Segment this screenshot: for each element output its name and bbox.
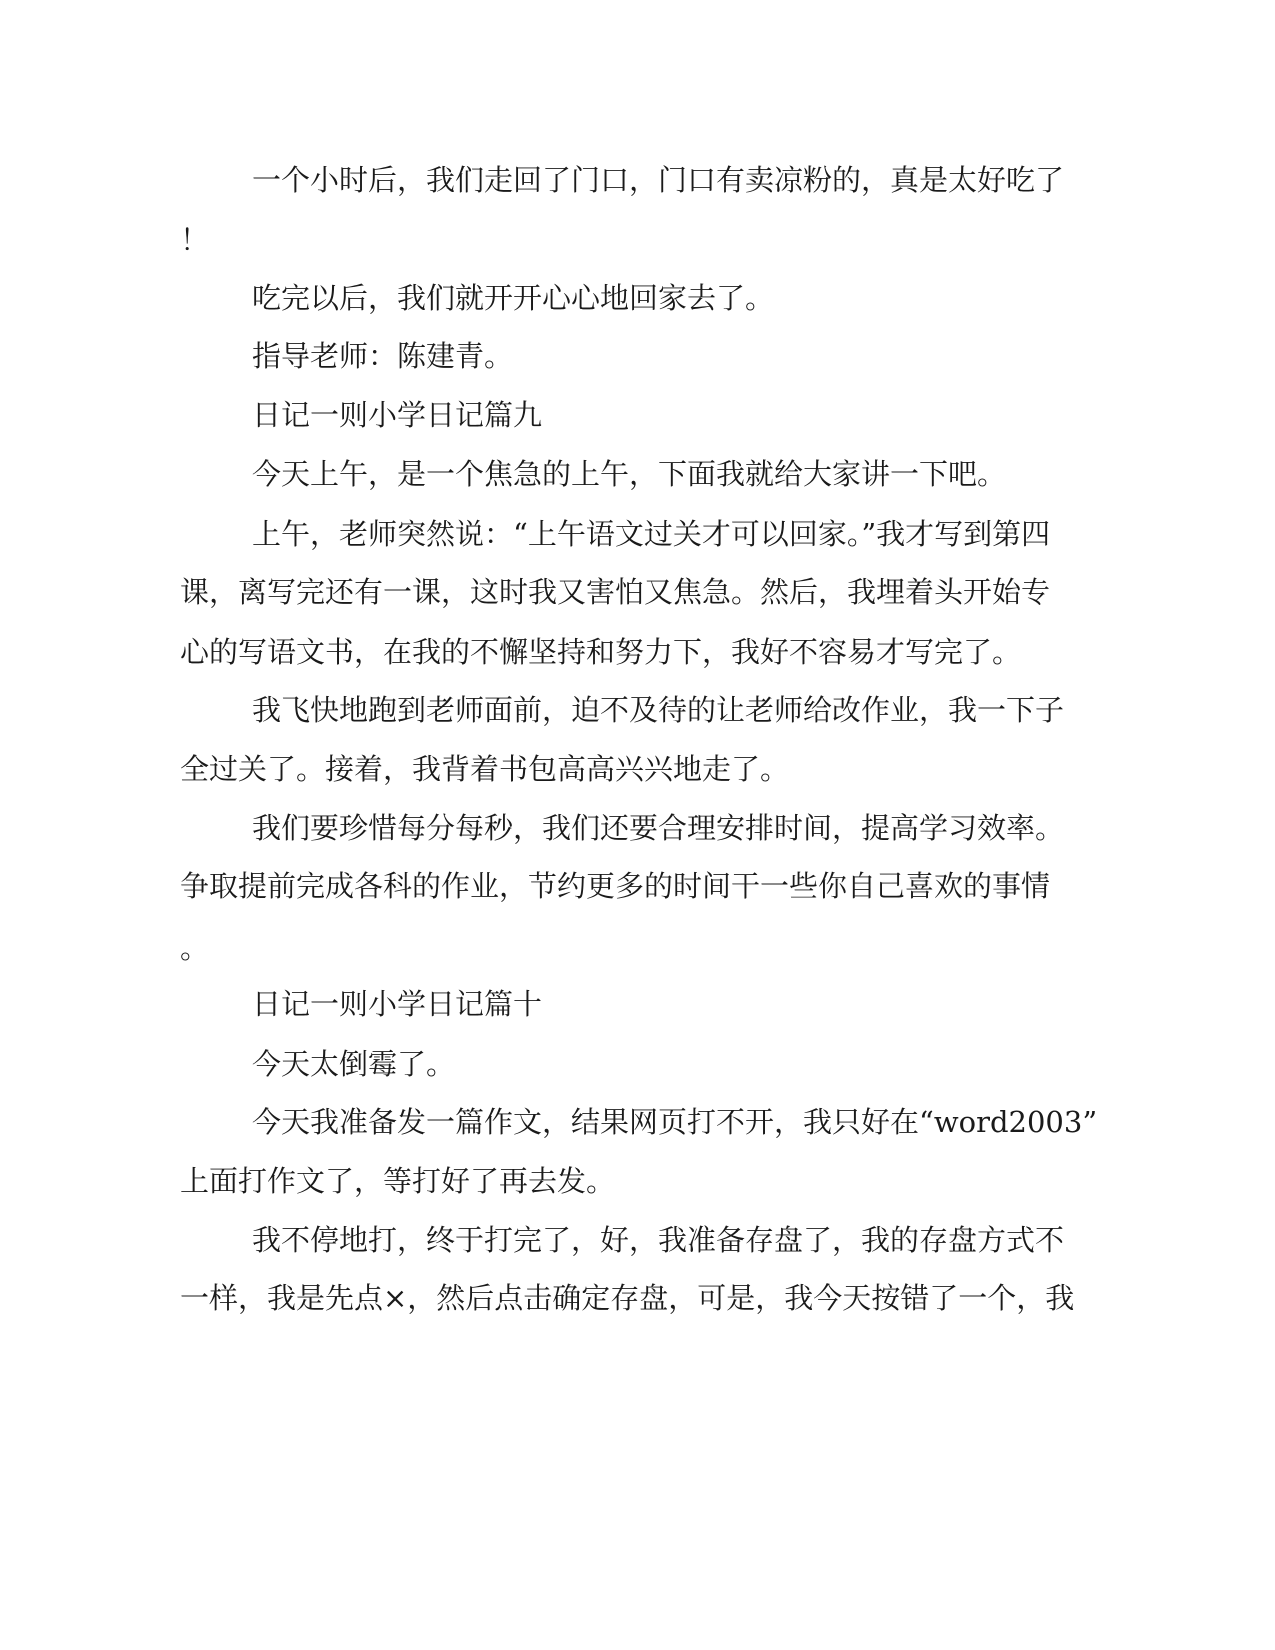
paragraph-line: 我不停地打，终于打完了，好，我准备存盘了，我的存盘方式不 xyxy=(252,1223,1065,1257)
paragraph-line: 课，离写完还有一课，这时我又害怕又焦急。然后，我埋着头开始专 xyxy=(180,575,1051,609)
paragraph-line: 心的写语文书，在我的不懈坚持和努力下，我好不容易才写完了。 xyxy=(180,635,1022,669)
paragraph-line: 一个小时后，我们走回了门口，门口有卖凉粉的，真是太好吃了 xyxy=(252,163,1065,197)
section-heading: 日记一则小学日记篇九 xyxy=(252,398,543,432)
paragraph-line: 我飞快地跑到老师面前，迫不及待的让老师给改作业，我一下子 xyxy=(252,693,1065,727)
paragraph-line: 全过关了。接着，我背着书包高高兴兴地走了。 xyxy=(180,752,790,786)
paragraph-line: 吃完以后，我们就开开心心地回家去了。 xyxy=(252,281,775,315)
paragraph-line: 今天上午，是一个焦急的上午，下面我就给大家讲一下吧。 xyxy=(252,457,1007,491)
paragraph-line: ！ xyxy=(180,223,210,257)
section-heading: 日记一则小学日记篇十 xyxy=(252,987,543,1021)
paragraph-line: 一样，我是先点×，然后点击确定存盘，可是，我今天按错了一个，我 xyxy=(180,1281,1075,1315)
paragraph-line: 今天我准备发一篇作文，结果网页打不开，我只好在“word2003” xyxy=(252,1105,1098,1139)
paragraph-line: 。 xyxy=(180,931,210,965)
paragraph-line: 上面打作文了，等打好了再去发。 xyxy=(180,1164,616,1198)
paragraph-line: 我们要珍惜每分每秒，我们还要合理安排时间，提高学习效率。 xyxy=(252,811,1065,845)
paragraph-line: 指导老师：陈建青。 xyxy=(252,339,514,373)
paragraph-line: 今天太倒霉了。 xyxy=(252,1047,456,1081)
paragraph-line: 争取提前完成各科的作业，节约更多的时间干一些你自己喜欢的事情 xyxy=(180,869,1051,903)
paragraph-line: 上午，老师突然说：“上午语文过关才可以回家。”我才写到第四 xyxy=(252,517,1051,551)
